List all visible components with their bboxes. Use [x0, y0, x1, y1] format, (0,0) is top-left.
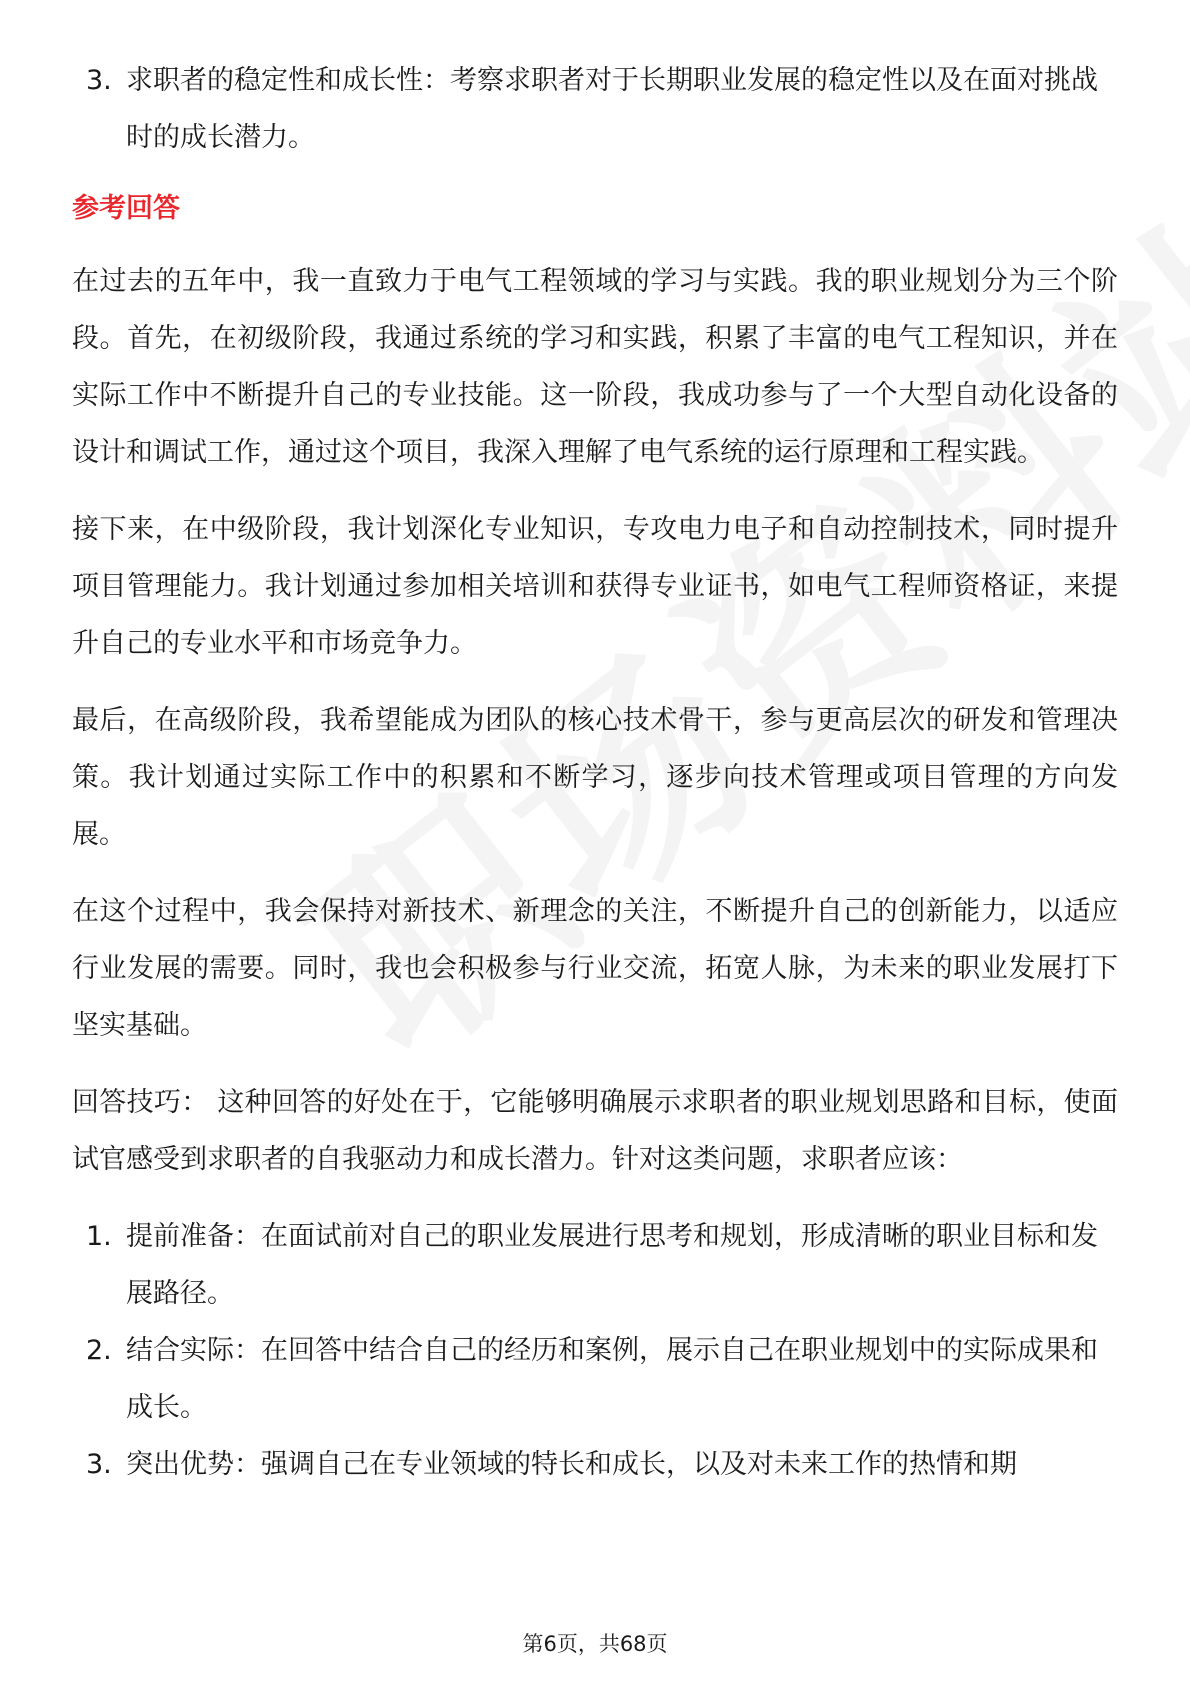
list-number: 3.: [86, 65, 112, 96]
list-item-text: 求职者的稳定性和成长性：考察求职者对于长期职业发展的稳定性以及在面对挑战时的成长潜力。: [126, 65, 1098, 153]
answer-paragraph: 在这个过程中，我会保持对新技术、新理念的关注，不断提升自己的创新能力，以适应行业发展的需要。同时，我也会积极参与行业交流，拓宽人脉，为未来的职业发展打下坚实基础。: [72, 896, 1118, 1041]
page-footer: 第6页，共68页: [522, 1632, 668, 1656]
tips-list-item: [72, 1322, 1118, 1436]
answer-paragraph: 最后，在高级阶段，我希望能成为团队的核心技术骨干，参与更高层次的研发和管理决策。我计划通过实际工作中的积累和不断学习，逐步向技术管理或项目管理的方向发展。: [72, 705, 1118, 850]
list-item-text: 突出优势：强调自己在专业领域的特长和成长，以及对未来工作的热情和期: [126, 1449, 1017, 1480]
tips-list-item: [72, 1436, 1118, 1493]
section-heading: 参考回答: [72, 193, 180, 224]
answer-paragraph: 接下来，在中级阶段，我计划深化专业知识，专攻电力电子和自动控制技术，同时提升项目管理能力。我计划通过参加相关培训和获得专业证书，如电气工程师资格证，来提升自己的专业水平和市场竞争力。: [72, 514, 1118, 659]
list-number: 1.: [86, 1221, 112, 1252]
tips-list-item: [72, 1208, 1118, 1322]
criteria-list-item: [72, 52, 1118, 166]
list-number: 3.: [86, 1449, 112, 1480]
tips-intro-paragraph: 回答技巧： 这种回答的好处在于，它能够明确展示求职者的职业规划思路和目标，使面试官感受到求职者的自我驱动力和成长潜力。针对这类问题，求职者应该：: [72, 1087, 1118, 1175]
tips-list: [72, 1208, 1118, 1493]
answer-paragraph: 在过去的五年中，我一直致力于电气工程领域的学习与实践。我的职业规划分为三个阶段。首先，在初级阶段，我通过系统的学习和实践，积累了丰富的电气工程知识，并在实际工作中不断提升自己的专业技能。这一阶段，我成功参与了一个大型自动化设备的设计和调试工作，通过这个项目，我深入理解了电气系统的运行原理和工程实践。: [72, 266, 1118, 468]
list-item-text: 提前准备：在面试前对自己的职业发展进行思考和规划，形成清晰的职业目标和发展路径。: [126, 1221, 1098, 1309]
page-content: [72, 52, 1118, 1493]
list-number: 2.: [86, 1335, 112, 1366]
list-item-text: 结合实际：在回答中结合自己的经历和案例，展示自己在职业规划中的实际成果和成长。: [126, 1335, 1098, 1423]
